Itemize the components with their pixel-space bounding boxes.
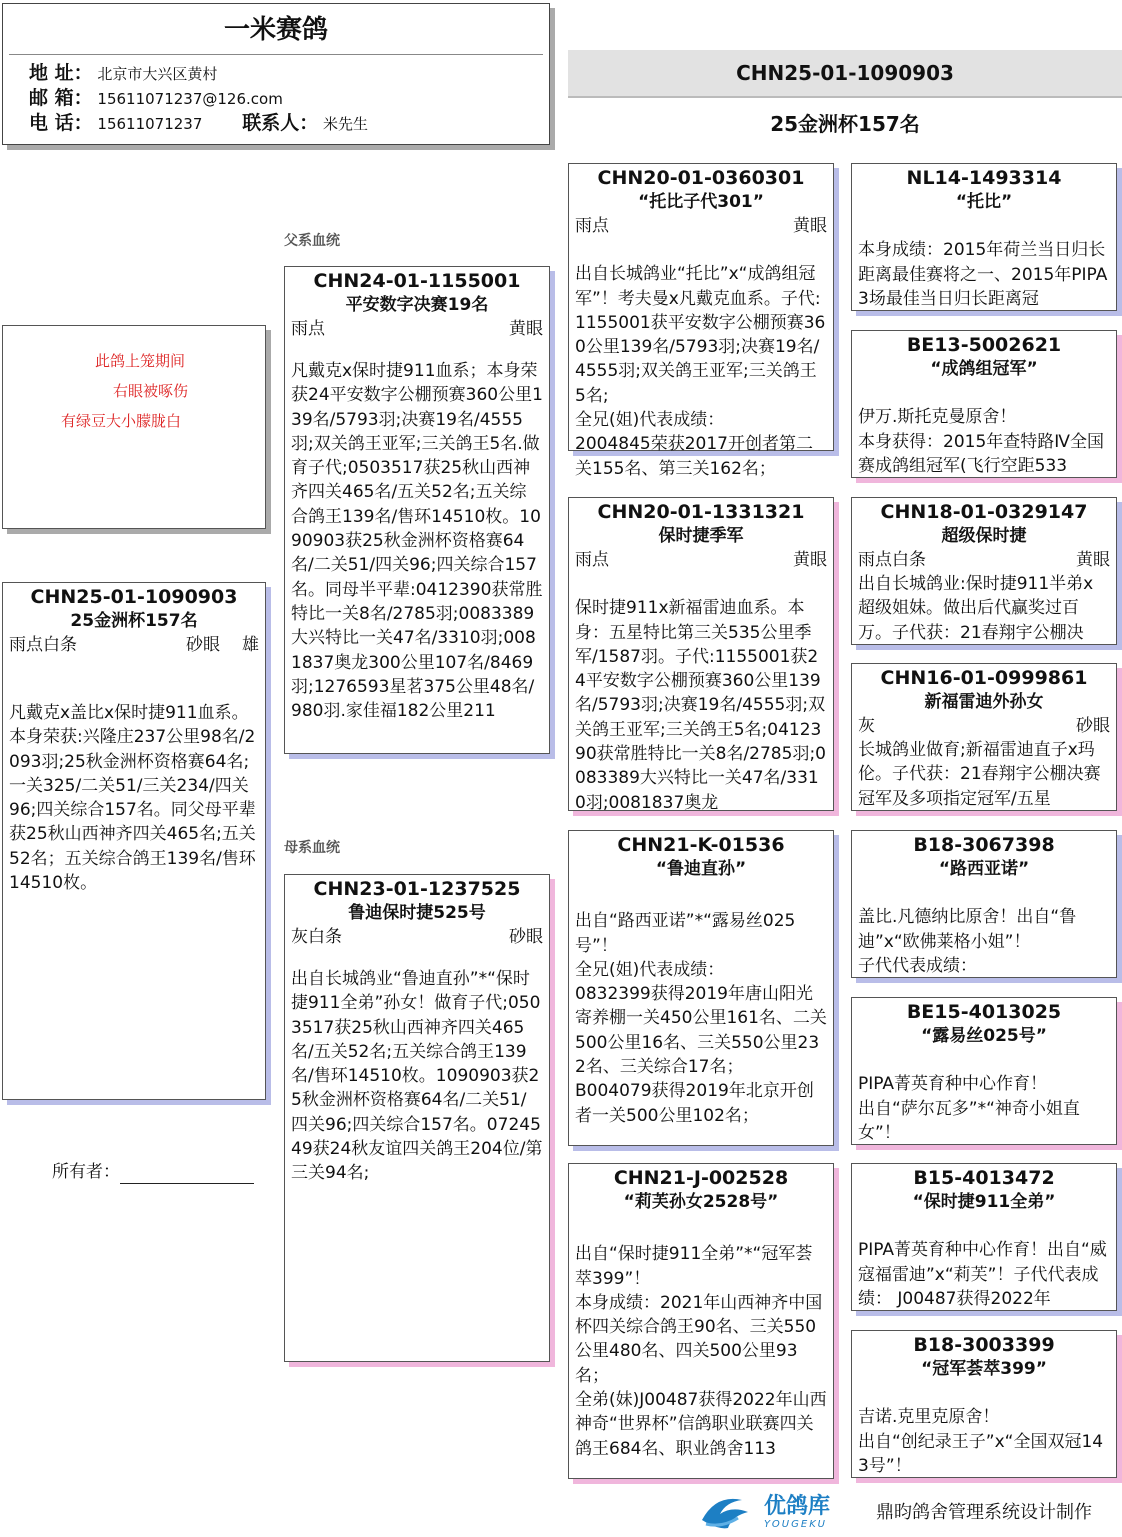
great-grandparent-desc: 长城鸽业做育;新福雷迪直子x玛伦。子代获：21春翔宇公棚决赛冠军及多项指定冠军/五星 xyxy=(858,740,1101,809)
logo-text-group xyxy=(764,1495,830,1531)
dam-desc: 出自长城鸽业“鲁迪直孙”*“保时捷911全弟”孙女！做育子代;0503517获25秋山西神齐四关465名/五关52名;五关综合鸽王139名/售环14510枚。1090903获25秋金洲杯资格赛64名/二关51/四关96;四关综合157名。0724549获24秋友谊四关鸽王204位/第三关94名; xyxy=(291,969,543,1184)
great-grandparent-color: 雨点白条 xyxy=(858,550,926,570)
grandparent-ring: CHN21-K-01536 xyxy=(617,834,785,856)
great-grandparent-desc: 吉诺.克里克原舍！ 出自“创纪录王子”x“全国双冠143号”！ xyxy=(858,1407,1104,1476)
logo-swirl-icon xyxy=(698,1490,760,1536)
dam-attrs xyxy=(285,925,549,949)
grandparent-ring: CHN21-J-002528 xyxy=(613,1167,789,1189)
dam-name: 鲁迪保时捷525号 xyxy=(348,903,486,923)
note-line-1: 此鸽上笼期间 xyxy=(95,352,186,370)
sire-desc: 凡戴克x保时捷911血系；本身荣获24平安数字公棚预赛360公里139名/5793羽;决赛19名/4555羽;双关鸽王亚军;三关鸽王5名.做育子代;0503517获25秋山西神齐四关465名/五关52名;五关综合鸽王139名/售环14510枚。1090903获25秋金洲杯资格赛64名/二关51/四关96;四关综合157名。同母半平辈:0412390获常胜特比一关8名/2785羽;0083389大兴特比一关47名/3310羽;0081837奥龙300公里107名/8469羽;1276593星茗375公里48名/980羽.家佳福182公里211 xyxy=(291,361,543,722)
great-grandparent-name: “路西亚诺” xyxy=(938,859,1030,879)
great-grandparent-color: 灰 xyxy=(858,716,875,736)
sire-name: 平安数字决赛19名 xyxy=(345,295,489,315)
contact-label: 联系人： xyxy=(242,112,319,134)
sire-line-label: 父系血统 xyxy=(284,233,340,249)
subject-name: 25金洲杯157名 xyxy=(70,611,198,631)
grandparent-name: “鲁迪直孙” xyxy=(655,859,747,879)
grandparent-desc: 出自“保时捷911全弟”*“冠军荟萃399”！ 本身成绩：2021年山西神齐中国杯四关综合鸽王90名、三关550公里480名、四关500公里93名； 全弟(妹)J00487获得2022年山西神奇“世界杯”信鸽职业联赛四关鸽王684名、职业鸽舍113 xyxy=(575,1244,827,1459)
email-row xyxy=(3,86,549,111)
great-grandparent-ring: B18-3003399 xyxy=(913,1334,1055,1356)
great-grandparent-card-6 xyxy=(851,997,1117,1145)
grandparent-card-2 xyxy=(568,497,834,811)
phone-label: 电 话： xyxy=(29,112,93,134)
footer-credit: 鼎昀鸽舍管理系统设计制作 xyxy=(876,1502,1092,1523)
dam-color: 灰白条 xyxy=(291,927,342,947)
grandparent-attrs xyxy=(569,214,833,238)
dam-ring: CHN23-01-1237525 xyxy=(313,878,521,900)
owner-label: 所有者： xyxy=(52,1162,120,1182)
great-grandparent-card-1 xyxy=(851,163,1117,311)
great-grandparent-desc: 出自长城鸽业:保时捷911半弟x超级姐妹。做出后代赢奖过百万。子代获：21春翔宇公棚决 xyxy=(858,574,1094,643)
subject-header-ring: CHN25-01-1090903 xyxy=(736,61,954,85)
logo-text: 优鸽库 xyxy=(764,1494,831,1519)
great-grandparent-ring: CHN16-01-0999861 xyxy=(880,667,1088,689)
grandparent-color: 雨点 xyxy=(575,216,609,236)
great-grandparent-ring: B15-4013472 xyxy=(913,1167,1055,1189)
email-label: 邮 箱： xyxy=(29,87,93,109)
grandparent-ring: CHN20-01-0360301 xyxy=(597,167,805,189)
note-line-2: 右眼被啄伤 xyxy=(113,382,189,400)
great-grandparent-ring: CHN18-01-0329147 xyxy=(880,501,1088,523)
owner-line xyxy=(120,1163,254,1184)
great-grandparent-name: “成鸽组冠军” xyxy=(930,359,1038,379)
great-grandparent-card-7 xyxy=(851,1163,1117,1311)
dam-line-label: 母系血统 xyxy=(284,840,340,856)
sire-eye: 黄眼 xyxy=(509,319,543,339)
great-grandparent-ring: BE15-4013025 xyxy=(906,1001,1062,1023)
grandparent-name: “托比子代301” xyxy=(638,192,764,212)
grandparent-desc: 出自长城鸽业“托比”x“成鸽组冠军”！考夫曼x凡戴克血系。子代:1155001获平安数字公棚预赛360公里139名/5793羽;决赛19名/4555羽;双关鸽王亚军;三关鸽王5名; 全兄(姐)代表成绩： 2004845荣获2017开创者第二关155名、第三关162名； xyxy=(575,264,826,479)
dam-card xyxy=(284,874,550,1362)
great-grandparent-card-3 xyxy=(851,497,1117,645)
great-grandparent-name: “托比” xyxy=(955,192,1013,212)
great-grandparent-ring: BE13-5002621 xyxy=(906,334,1062,356)
header-card xyxy=(2,3,550,145)
dam-eye: 砂眼 xyxy=(509,927,543,947)
grandparent-color: 雨点 xyxy=(575,550,609,570)
great-grandparent-ring: B18-3067398 xyxy=(913,834,1055,856)
grandparent-card-4 xyxy=(568,1163,834,1479)
sire-attrs xyxy=(285,317,549,341)
great-grandparent-name: “冠军荟萃399” xyxy=(921,1359,1047,1379)
great-grandparent-name: “保时捷911全弟” xyxy=(912,1192,1056,1212)
subject-attrs xyxy=(3,633,265,657)
great-grandparent-attrs xyxy=(852,548,1116,572)
great-grandparent-card-5 xyxy=(851,830,1117,978)
subject-color: 雨点白条 xyxy=(9,635,77,655)
grandparent-eye: 黄眼 xyxy=(793,550,827,570)
great-grandparent-eye: 砂眼 xyxy=(1076,716,1110,736)
great-grandparent-desc: 盖比.凡德纳比原舍！出自“鲁迪”x“欧佛莱格小姐”！ 子代代表成绩： xyxy=(858,907,1077,976)
great-grandparent-eye: 黄眼 xyxy=(1076,550,1110,570)
great-grandparent-desc: 本身成绩：2015年荷兰当日归长距离最佳赛将之一、2015年PIPA3场最佳当日归长距离冠 xyxy=(858,240,1108,309)
great-grandparent-desc: 伊万.斯托克曼原舍！ 本身获得：2015年查特路Ⅳ全国赛成鸽组冠军(飞行空距533 xyxy=(858,407,1104,476)
subject-desc: 凡戴克x盖比x保时捷911血系。本身荣获:兴隆庄237公里98名/2093羽;25秋金洲杯资格赛64名;一关325/二关51/三关234/四关96;四关综合157名。同父母平辈获25秋山西神齐四关465名;五关52名；五关综合鸽王139名/售环14510枚。 xyxy=(9,703,256,894)
great-grandparent-name: 新福雷迪外孙女 xyxy=(924,692,1044,712)
grandparent-card-3 xyxy=(568,830,834,1146)
note-box xyxy=(2,325,266,529)
sire-ring: CHN24-01-1155001 xyxy=(313,270,521,292)
footer-logo xyxy=(698,1490,830,1536)
subject-sex: 雄 xyxy=(242,635,259,655)
subject-eye: 砂眼 xyxy=(186,635,220,655)
grandparent-card-1 xyxy=(568,163,834,479)
phone-value: 15611071237 xyxy=(97,115,203,133)
header-divider xyxy=(9,54,543,55)
sire-card xyxy=(284,266,550,754)
great-grandparent-card-4 xyxy=(851,663,1117,811)
subject-card xyxy=(2,582,266,1100)
contact-value: 米先生 xyxy=(322,115,368,133)
grandparent-eye: 黄眼 xyxy=(793,216,827,236)
great-grandparent-desc: PIPA菁英育种中心作育！出自“威寇福雷迪”x“莉芙”！子代代表成绩： J00487获得2022年 xyxy=(858,1240,1107,1309)
great-grandparent-ring: NL14-1493314 xyxy=(906,167,1062,189)
grandparent-attrs xyxy=(569,548,833,572)
great-grandparent-desc: PIPA菁英育种中心作育！ 出自“萨尔瓦多”*“神奇小姐直女”！ xyxy=(858,1074,1080,1143)
logo-subtext: YOUGEKU xyxy=(764,1519,827,1530)
grandparent-ring: CHN20-01-1331321 xyxy=(597,501,805,523)
grandparent-desc: 保时捷911x新福雷迪血系。本身：五星特比第三关535公里季军/1587羽。子代:1155001获24平安数字公棚预赛360公里139名/5793羽;决赛19名/4555羽;双关鸽王亚军;三关鸽王5名;0412390获常胜特比一关8名/2785羽;0083389大兴特比一关47名/3310羽;0081837奥龙 xyxy=(575,598,826,813)
address-value: 北京市大兴区黄村 xyxy=(97,65,218,83)
subject-header-name: 25金洲杯157名 xyxy=(770,112,920,136)
subject-ring: CHN25-01-1090903 xyxy=(30,586,238,608)
address-label: 地 址： xyxy=(29,62,93,84)
great-grandparent-name: 超级保时捷 xyxy=(941,526,1027,546)
grandparent-name: 保时捷季军 xyxy=(658,526,744,546)
loft-title: 一米赛鸽 xyxy=(223,15,328,45)
phone-row xyxy=(3,111,549,136)
email-value[interactable]: 15611071237@126.com xyxy=(97,90,283,108)
note-line-3: 有绿豆大小朦胧白 xyxy=(61,412,182,430)
great-grandparent-name: “露易丝025号” xyxy=(921,1026,1047,1046)
great-grandparent-card-8 xyxy=(851,1330,1117,1478)
great-grandparent-card-2 xyxy=(851,330,1117,478)
grandparent-desc: 出自“路西亚诺”*“露易丝025号”！ 全兄(姐)代表成绩： 0832399获得2019年唐山阳光寄养棚一关450公里161名、二关500公里16名、三关550公里232名、三关综合17名； B004079获得2019年北京开创者一关500公里102名； xyxy=(575,911,827,1126)
owner-row xyxy=(52,1160,254,1184)
subject-header-bar xyxy=(568,50,1122,98)
address-row xyxy=(3,61,549,86)
sire-color: 雨点 xyxy=(291,319,325,339)
grandparent-name: “莉芙孙女2528号” xyxy=(623,1192,779,1212)
great-grandparent-attrs xyxy=(852,714,1116,738)
